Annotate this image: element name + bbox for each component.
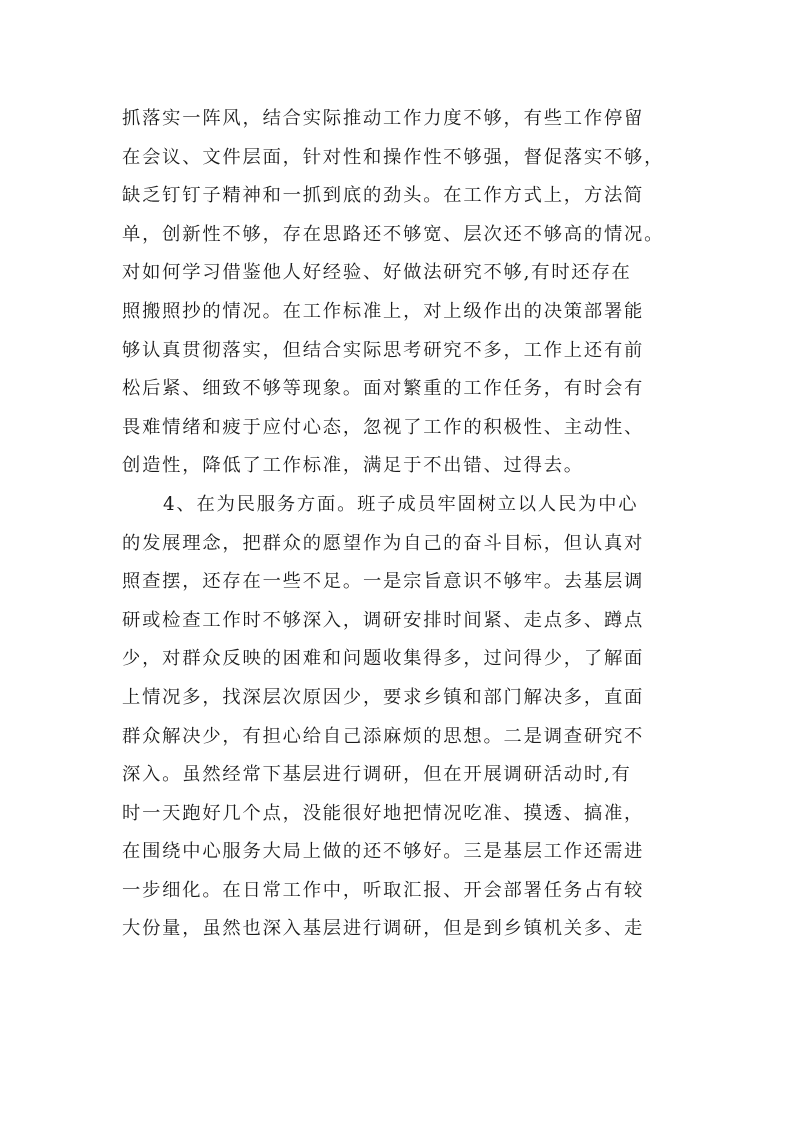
text-line: 群众解决少，有担心给自己添麻烦的思想。二是调查研究不: [122, 725, 645, 747]
text-line: 的发展理念，把群众的愿望作为自己的奋斗目标，但认真对: [122, 532, 645, 554]
text-line: 抓落实一阵风，结合实际推动工作力度不够，有些工作停留: [122, 108, 645, 129]
text-line: 少，对群众反映的困难和问题收集得多，过问得少，了解面: [122, 648, 645, 670]
text-line: 深入。虽然经常下基层进行调研，但在开展调研活动时,有: [122, 764, 632, 786]
text-line: 照查摆，还存在一些不足。一是宗旨意识不够牢。去基层调: [122, 571, 645, 593]
text-line: 在围绕中心服务大局上做的还不够好。三是基层工作还需进: [122, 841, 645, 863]
text-line: 上情况多，找深层次原因少，要求乡镇和部门解决多，直面: [122, 686, 645, 708]
text-line: 畏难情绪和疲于应付心态，忽视了工作的积极性、主动性、: [122, 416, 645, 438]
text-line: 够认真贯彻落实，但结合实际思考研究不多，工作上还有前: [122, 339, 645, 361]
section-heading-line: 4、在为民服务方面。班子成员牢固树立以人民为中心: [163, 493, 639, 515]
text-line: 大份量，虽然也深入基层进行调研，但是到乡镇机关多、走: [122, 918, 645, 940]
text-line: 缺乏钉钉子精神和一抓到底的劲头。在工作方式上，方法简: [122, 185, 645, 207]
text-line: 时一天跑好几个点，没能很好地把情况吃准、摸透、搞准，: [122, 802, 645, 824]
text-line: 松后紧、细致不够等现象。面对繁重的工作任务，有时会有: [122, 378, 645, 400]
text-line: 对如何学习借鉴他人好经验、好做法研究不够,有时还存在: [122, 262, 632, 284]
text-line: 在会议、文件层面，针对性和操作性不够强，督促落实不够，: [122, 146, 665, 168]
text-line: 一步细化。在日常工作中，听取汇报、开会部署任务占有较: [122, 879, 645, 901]
body-text: [122, 100, 692, 949]
text-line: 创造性，降低了工作标准，满足于不出错、过得去。: [122, 455, 584, 477]
text-line: 照搬照抄的情况。在工作标准上，对上级作出的决策部署能: [122, 300, 645, 322]
text-line: 研或检查工作时不够深入，调研安排时间紧、走点多、蹲点: [122, 609, 645, 631]
text-line: 单，创新性不够，存在思路还不够宽、层次还不够高的情况。: [122, 223, 665, 245]
